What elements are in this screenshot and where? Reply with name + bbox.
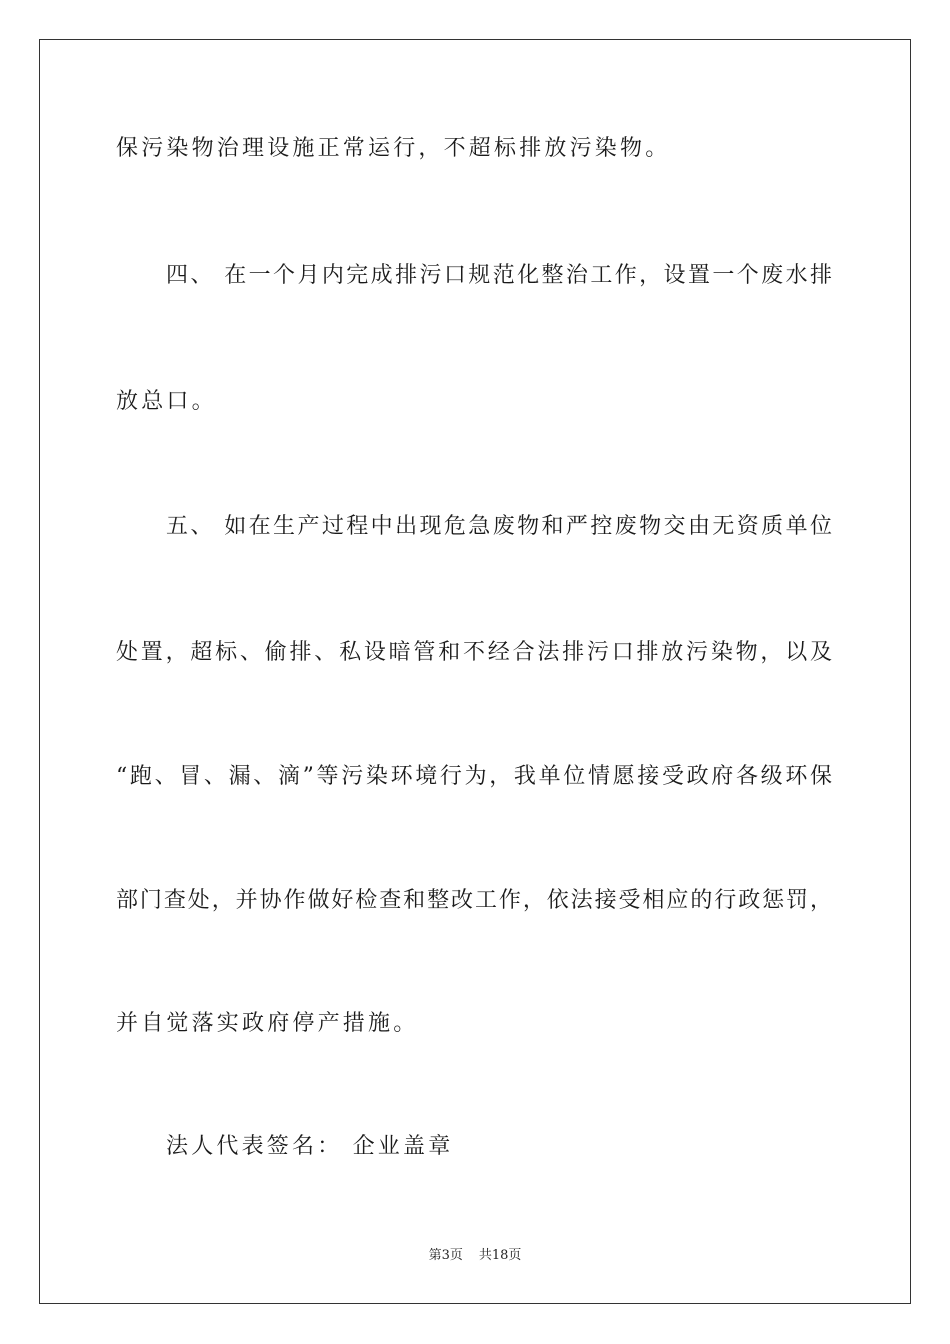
page-border	[39, 39, 911, 1304]
signature-line: 法人代表签名： 企业盖章	[166, 1134, 454, 1159]
paragraph-line-6: “跑、冒、漏、滴”等污染环境行为，我单位情愿接受政府各级环保	[116, 764, 832, 789]
paragraph-line-5: 处置，超标、偷排、私设暗管和不经合法排污口排放污染物，以及	[116, 640, 832, 665]
page-number: 第3页	[428, 1248, 463, 1263]
paragraph-line-2: 四、 在一个月内完成排污口规范化整治工作，设置一个废水排	[166, 263, 832, 288]
paragraph-line-4: 五、 如在生产过程中出现危急废物和严控废物交由无资质单位	[166, 514, 832, 539]
paragraph-line-8: 并自觉落实政府停产措施。	[116, 1011, 419, 1036]
page-footer	[0, 1248, 950, 1264]
paragraph-line-3: 放总口。	[116, 389, 217, 414]
paragraph-line-1: 保污染物治理设施正常运行，不超标排放污染物。	[116, 136, 671, 161]
paragraph-line-7: 部门查处，并协作做好检查和整改工作，依法接受相应的行政惩罚，	[116, 888, 832, 913]
page-total: 共18页	[478, 1248, 522, 1263]
